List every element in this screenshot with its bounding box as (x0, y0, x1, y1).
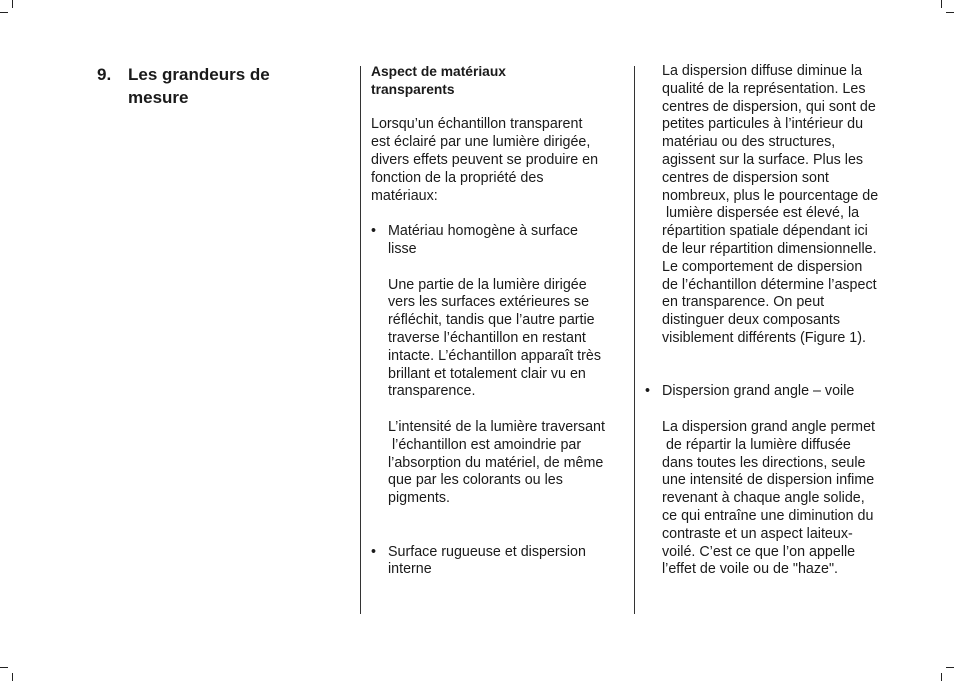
text-line: de répartir la lumière diffusée (662, 436, 851, 453)
bullet-title (388, 223, 621, 259)
crop-mark-bottom-left-h (0, 667, 8, 668)
text-line: agissent sur la surface. Plus les (662, 151, 864, 168)
bullet-marker: • (645, 383, 651, 400)
text-line: Lorsqu’un échantillon transparent (371, 116, 583, 133)
text-line: intacte. L’échantillon apparaît très (388, 347, 602, 364)
text-line: est éclairé par une lumière dirigée, (371, 134, 591, 151)
section-title-line: Les grandeurs de (128, 65, 270, 84)
text-line: La dispersion grand angle permet (662, 418, 876, 435)
text-line: de leur répartition dimensionnelle. (662, 240, 877, 257)
section-heading (97, 63, 327, 109)
text-line: réfléchit, tandis que l’autre partie (388, 312, 595, 329)
section-title-line: mesure (128, 88, 189, 107)
section-title (128, 63, 327, 109)
text-line: qualité de la représentation. Les (662, 80, 866, 97)
text-line: dans toutes les directions, seule (662, 454, 866, 471)
text-column-right (645, 63, 895, 579)
text-line: ce qui entraîne une diminution du (662, 507, 874, 524)
crop-mark-bottom-right-v (941, 673, 942, 681)
text-line: vers les surfaces extérieures se (388, 294, 590, 311)
text-line: interne (388, 561, 432, 578)
text-line: La dispersion diffuse diminue la (662, 63, 863, 79)
text-line: en transparence. On peut (662, 294, 825, 311)
text-line: divers effets peuvent se produire en (371, 151, 599, 168)
bullet-marker: • (371, 223, 377, 240)
text-line: matériaux: (371, 187, 438, 204)
column-rule-middle (634, 66, 635, 614)
text-column-left (371, 63, 621, 579)
subheading (371, 63, 621, 99)
text-line: une intensité de dispersion infime (662, 472, 875, 489)
text-line: revenant à chaque angle solide, (662, 490, 865, 507)
crop-mark-bottom-left-v (12, 673, 13, 681)
crop-mark-top-right-v (941, 0, 942, 8)
bullet-paragraph (645, 419, 895, 579)
text-line: Une partie de la lumière dirigée (388, 276, 587, 293)
text-line: pigments. (388, 490, 450, 507)
text-line: l’absorption du matériel, de même (388, 454, 604, 471)
text-line: traverse l’échantillon en restant (388, 329, 586, 346)
text-line: de l’échantillon détermine l’aspect (662, 276, 877, 293)
text-line: Matériau homogène à surface (388, 223, 578, 240)
section-number: 9. (97, 65, 112, 84)
crop-mark-top-left-h (0, 12, 8, 13)
text-line: contraste et un aspect laiteux- (662, 525, 853, 542)
text-line: voilé. C’est ce que l’on appelle (662, 543, 856, 560)
subheading-line: Aspect de matériaux (371, 64, 506, 79)
text-line: répartition spatiale dépendant ici (662, 223, 868, 240)
text-line: visiblement différents (Figure 1). (662, 329, 866, 346)
bullet-paragraph (371, 277, 621, 402)
text-line: distinguer deux composants (662, 312, 841, 329)
text-line: Le comportement de dispersion (662, 258, 863, 275)
bullet-title (388, 544, 621, 580)
text-line: petites particules à l’intérieur du (662, 116, 864, 133)
column-rule-left (360, 66, 361, 614)
crop-mark-bottom-right-h (946, 667, 954, 668)
bullet-item (645, 383, 895, 401)
text-line: brillant et totalement clair vu en (388, 365, 586, 382)
crop-mark-top-right-h (946, 12, 954, 13)
text-line: Surface rugueuse et dispersion (388, 543, 586, 560)
text-line: l’échantillon est amoindrie par (388, 436, 582, 453)
text-line: nombreux, plus le pourcentage de (662, 187, 879, 204)
text-line: L’intensité de la lumière traversant (388, 418, 605, 435)
subheading-line: transparents (371, 81, 455, 97)
text-line: matériau ou des structures, (662, 134, 836, 151)
text-line: centres de dispersion, qui sont de (662, 98, 876, 115)
text-line: centres de dispersion sont (662, 169, 829, 186)
bullet-paragraph (371, 419, 621, 508)
text-line: fonction de la propriété des (371, 169, 544, 186)
bullet-item (371, 544, 621, 580)
bullet-marker: • (371, 543, 377, 560)
crop-mark-top-left-v (12, 0, 13, 8)
text-line: l’effet de voile ou de "haze". (662, 561, 839, 578)
body-paragraph (645, 63, 895, 348)
bullet-title: Dispersion grand angle – voile (662, 383, 855, 400)
text-line: transparence. (388, 383, 476, 400)
intro-paragraph (371, 116, 621, 205)
text-line: que par les colorants ou les (388, 472, 563, 489)
bullet-item (371, 223, 621, 259)
text-line: lumière dispersée est élevé, la (662, 205, 860, 222)
text-line: lisse (388, 240, 417, 257)
